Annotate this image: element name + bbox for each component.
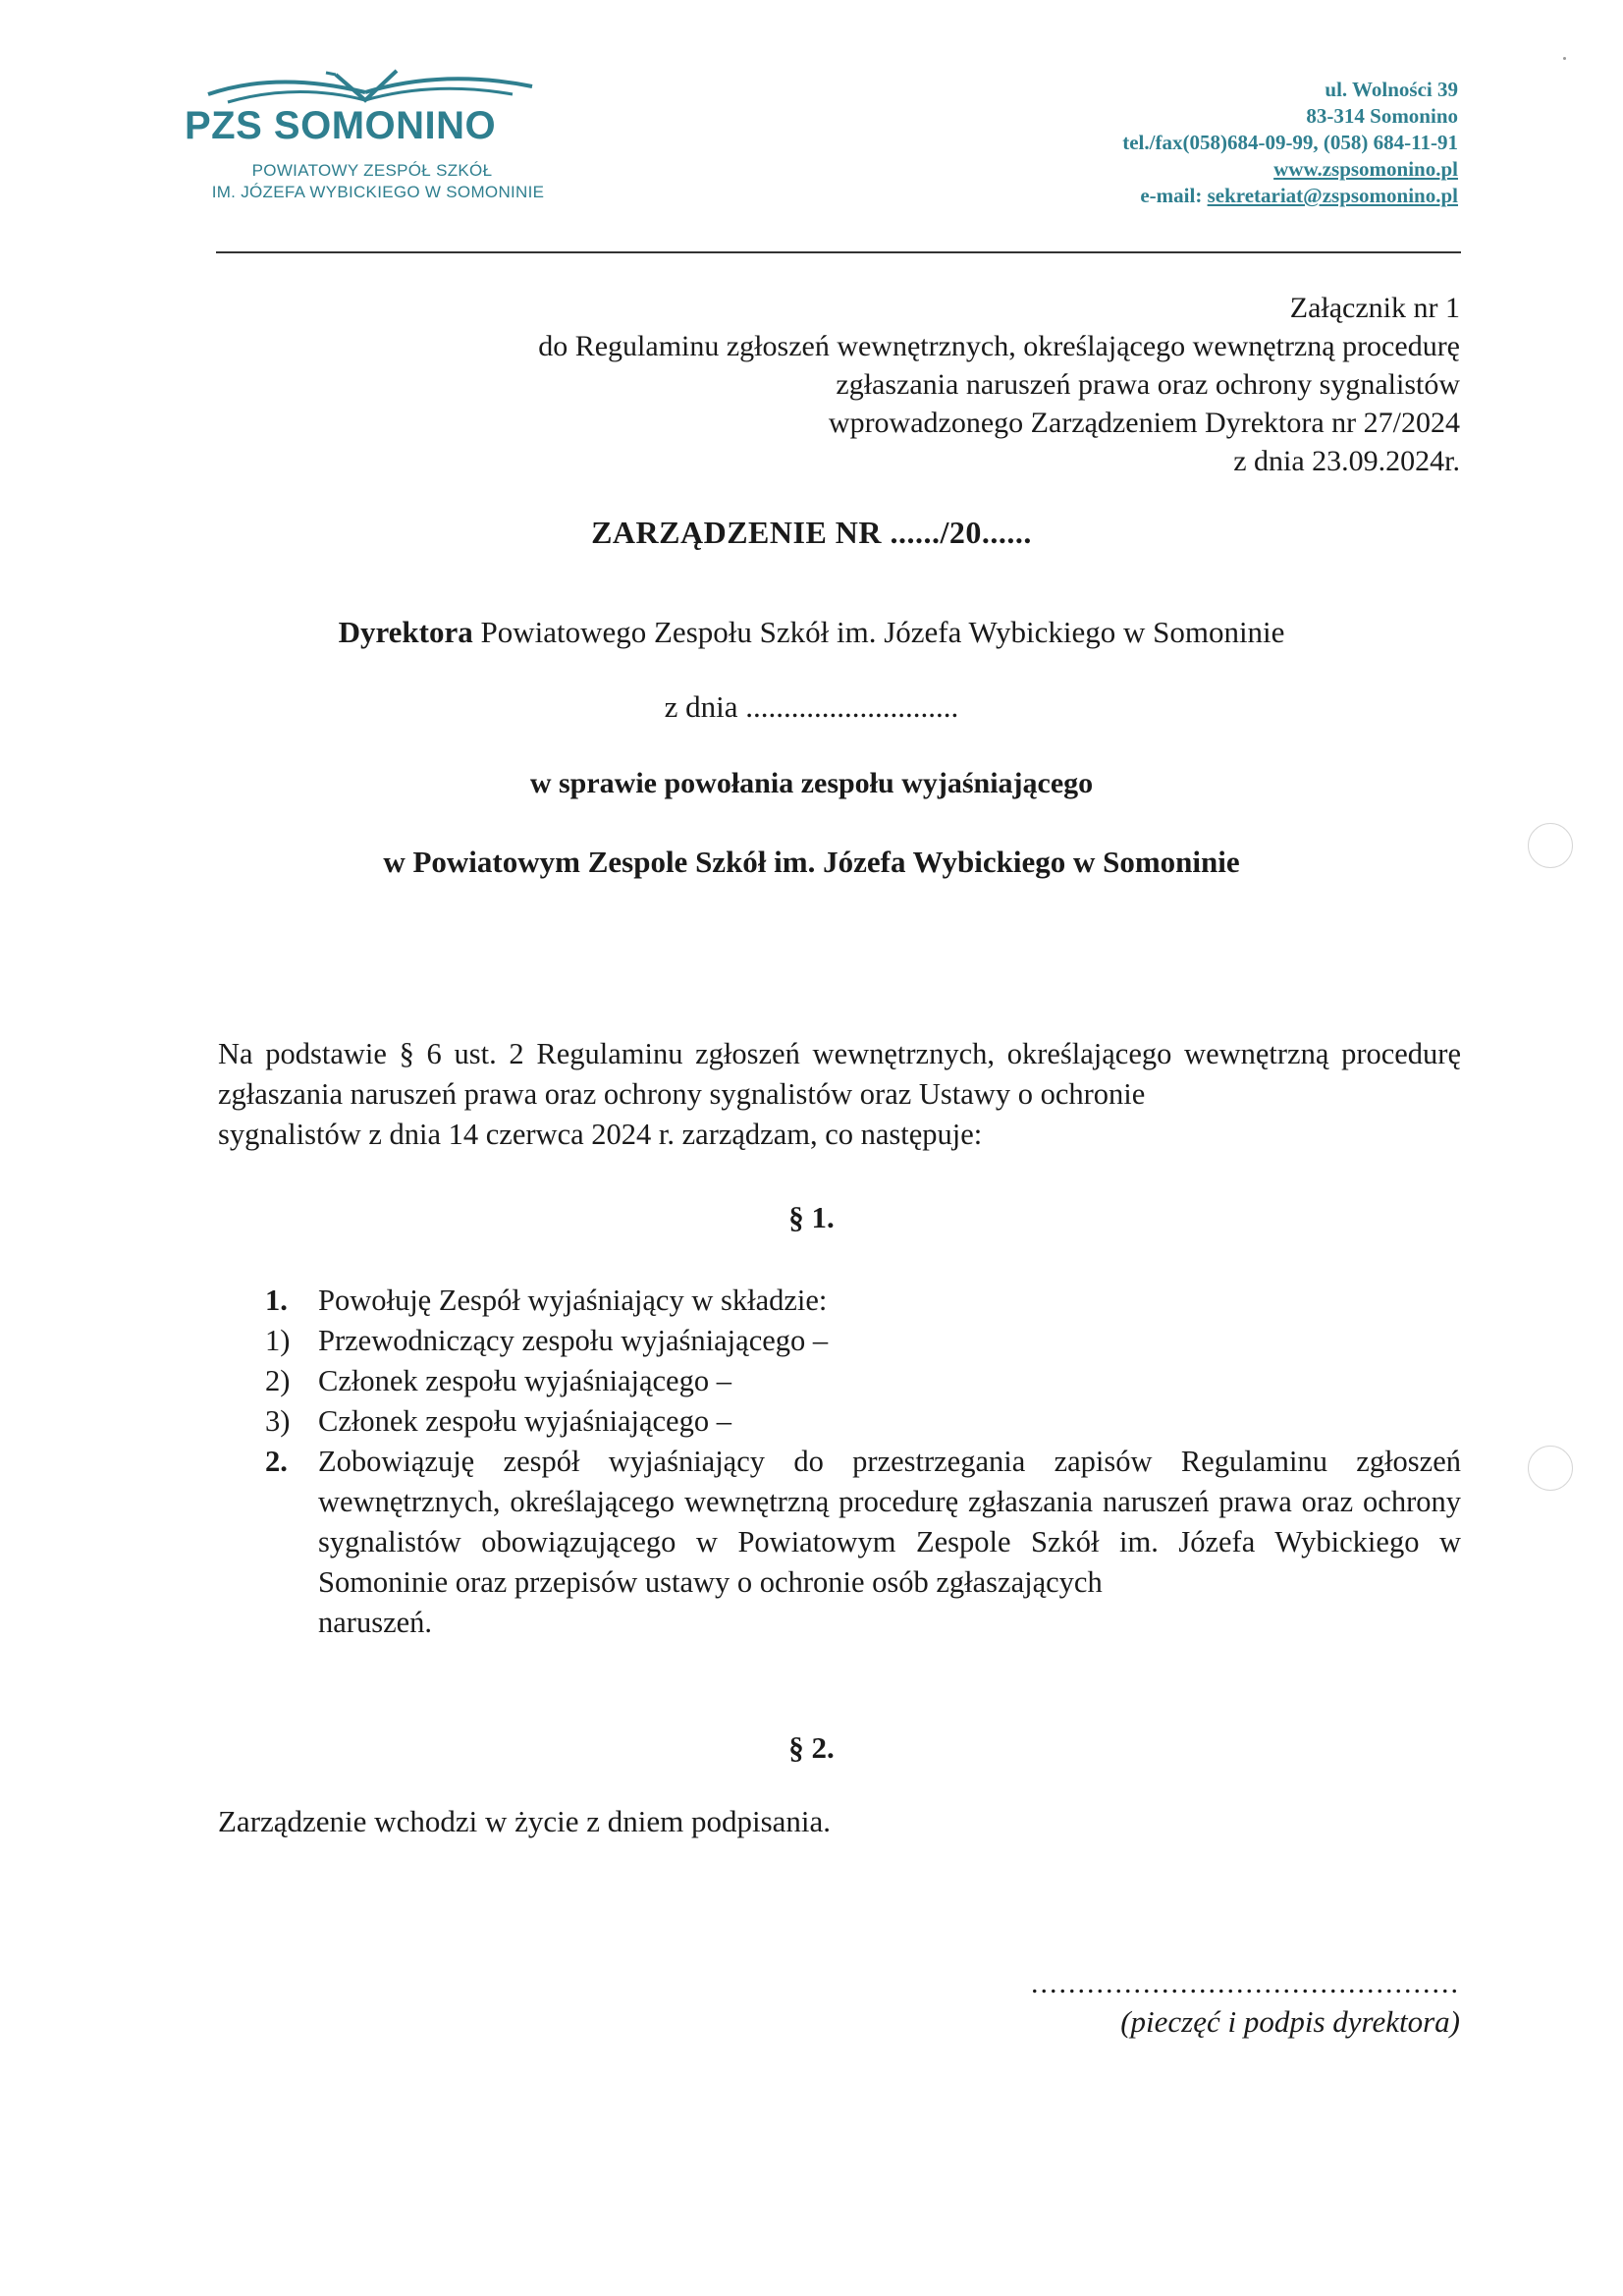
issuer-rest: Powiatowego Zespołu Szkół im. Józefa Wybickiego w Somoninie xyxy=(472,615,1285,649)
list-item-text: Przewodniczący zespołu wyjaśniającego – xyxy=(318,1324,829,1357)
list-item-number: 1. xyxy=(265,1284,288,1317)
order-subject-1: w sprawie powołania zespołu wyjaśniającego xyxy=(529,767,1094,799)
address-city: 83-314 Somonino xyxy=(1306,104,1458,128)
section-2-heading: § 2. xyxy=(788,1730,835,1765)
section-1-heading: § 1. xyxy=(788,1200,835,1234)
list-item-number: 3) xyxy=(265,1404,291,1438)
issuer-bold: Dyrektora xyxy=(338,615,473,649)
list-item xyxy=(265,1361,1461,1401)
order-date: z dnia ............................ xyxy=(664,689,959,724)
contact-info xyxy=(1122,77,1458,209)
punch-hole-mark xyxy=(1528,823,1573,868)
logo-subtitle-2: IM. JÓZEFA WYBICKIEGO W SOMONINIE xyxy=(211,183,545,201)
order-title: ZARZĄDZENIE NR ....../20...... xyxy=(591,515,1032,550)
order-issuer xyxy=(0,615,1623,650)
signature-line: .............................................. xyxy=(1031,1967,1460,1999)
phone-number: tel./fax(058)684-09-99, (058) 684-11-91 xyxy=(1122,131,1458,154)
list-item xyxy=(265,1281,1461,1321)
list-item-number: 1) xyxy=(265,1324,291,1357)
attachment-line-1: Załącznik nr 1 xyxy=(1289,292,1460,324)
attachment-note xyxy=(538,289,1460,480)
attachment-line-2: do Regulaminu zgłoszeń wewnętrznych, określającego wewnętrzną procedurę xyxy=(538,330,1460,362)
logo-name: PZS SOMONINO xyxy=(185,104,497,147)
address-street: ul. Wolności 39 xyxy=(1325,78,1458,101)
signature-label: (pieczęć i podpis dyrektora) xyxy=(1120,2004,1460,2039)
list-item xyxy=(265,1442,1461,1643)
attachment-line-5: z dnia 23.09.2024r. xyxy=(1233,445,1460,477)
list-item-text: Powołuję Zespół wyjaśniający w składzie: xyxy=(318,1284,828,1317)
legal-basis-paragraph xyxy=(218,1034,1461,1155)
logo-subtitle-1: POWIATOWY ZESPÓŁ SZKÓŁ xyxy=(251,161,493,180)
list-item-text-main: Zobowiązuję zespół wyjaśniający do przestrzegania zapisów Regulaminu zgłoszeń wewnętrznych, określającego wewnętrzną procedurę zgłaszania naruszeń prawa oraz ochrony sygnalistów obowiązującego w Powiatowym Zespole Szkół im. Józefa Wybickiego w Somoninie oraz przepisów ustawy o ochronie osób zgłaszających xyxy=(318,1445,1461,1599)
list-item xyxy=(265,1401,1461,1442)
closing-statement: Zarządzenie wchodzi w życie z dniem podpisania. xyxy=(218,1804,832,1838)
list-item-text: Członek zespołu wyjaśniającego – xyxy=(318,1404,731,1438)
section-1-list xyxy=(265,1281,1461,1643)
list-item-text: Członek zespołu wyjaśniającego – xyxy=(318,1364,731,1397)
order-subject-2: w Powiatowym Zespole Szkół im. Józefa Wybickiego w Somoninie xyxy=(383,845,1240,879)
list-item xyxy=(265,1321,1461,1361)
header-divider xyxy=(216,251,1461,253)
list-item-text xyxy=(318,1442,1461,1643)
list-item-number: 2) xyxy=(265,1364,291,1397)
email-label: e-mail: xyxy=(1140,184,1208,207)
website-link[interactable]: www.zspsomonino.pl xyxy=(1273,157,1458,181)
email-link[interactable]: sekretariat@zspsomonino.pl xyxy=(1207,184,1458,207)
punch-hole-mark xyxy=(1528,1446,1573,1491)
attachment-line-3: zgłaszania naruszeń prawa oraz ochrony sygnalistów xyxy=(836,368,1460,401)
attachment-line-4: wprowadzonego Zarządzeniem Dyrektora nr 27/2024 xyxy=(828,407,1460,439)
legal-basis-text: Na podstawie § 6 ust. 2 Regulaminu zgłoszeń wewnętrznych, określającego wewnętrzną procedurę zgłaszania naruszeń prawa oraz ochrony sygnalistów oraz Ustawy o ochronie xyxy=(218,1037,1461,1111)
legal-basis-text-last: sygnalistów z dnia 14 czerwca 2024 r. zarządzam, co następuje: xyxy=(218,1118,983,1151)
list-item-number: 2. xyxy=(265,1445,288,1478)
list-item-text-last: naruszeń. xyxy=(318,1606,433,1639)
scan-speck xyxy=(1563,57,1566,60)
